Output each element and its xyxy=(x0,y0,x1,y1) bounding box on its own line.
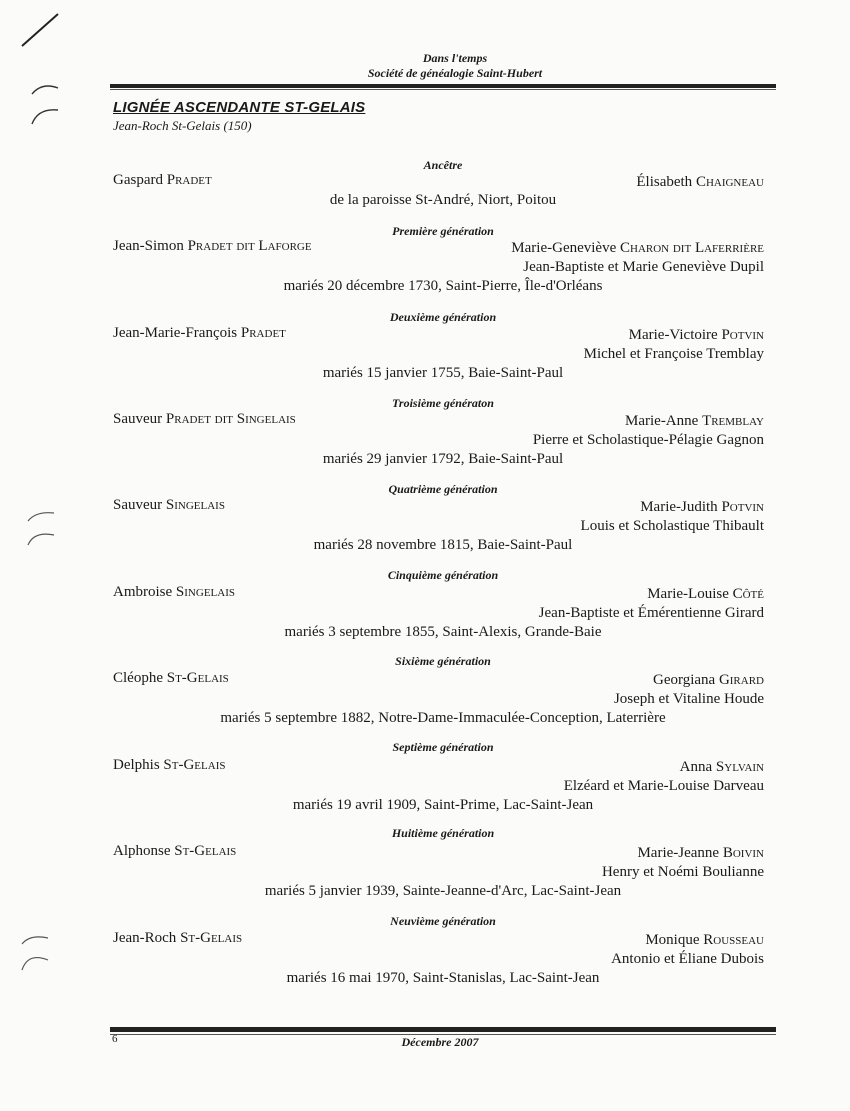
binder-hole-mark xyxy=(28,80,62,130)
wife-parents: Jean-Baptiste et Marie Geneviève Dupil xyxy=(523,259,764,275)
wife-name xyxy=(625,413,764,430)
marriage-record: de la paroisse St-André, Niort, Poitou xyxy=(329,192,557,208)
wife-parents: Antonio et Éliane Dubois xyxy=(611,951,764,967)
wife-parents: Henry et Noémi Boulianne xyxy=(601,864,764,880)
husband-given-name: Jean-Roch xyxy=(113,930,181,946)
husband-name xyxy=(113,757,225,774)
husband-name xyxy=(113,584,235,601)
wife-parents: Louis et Scholastique Thibault xyxy=(580,518,764,534)
wife-name xyxy=(636,174,764,191)
wife-surname: Chaigneau xyxy=(695,174,764,190)
marriage-record: mariés 29 janvier 1792, Baie-Saint-Paul xyxy=(322,451,564,467)
marriage-record: mariés 5 janvier 1939, Sainte-Jeanne-d'Arc, Lac-Saint-Jean xyxy=(264,883,622,899)
generation-label: Ancêtre xyxy=(423,158,463,172)
husband-given-name: Alphonse xyxy=(113,843,175,859)
marriage-record: mariés 15 janvier 1755, Baie-Saint-Paul xyxy=(322,365,564,381)
husband-name xyxy=(113,411,296,428)
husband-given-name: Gaspard xyxy=(113,172,167,188)
pen-stroke-mark xyxy=(18,10,62,50)
wife-name xyxy=(629,327,764,344)
husband-name xyxy=(113,172,212,189)
wife-name xyxy=(645,932,764,949)
wife-surname: Potvin xyxy=(721,499,764,515)
husband-name xyxy=(113,325,286,342)
generation-label: Troisième génératon xyxy=(392,396,494,410)
header-society-name: Société de généalogie Saint-Hubert xyxy=(367,66,543,80)
lineage-title: LIGNÉE ASCENDANTE ST-GELAIS xyxy=(113,99,366,116)
wife-surname: Charon dit Laferrière xyxy=(620,240,764,256)
wife-parents: Elzéard et Marie-Louise Darveau xyxy=(563,778,764,794)
husband-name xyxy=(113,238,312,255)
wife-given-name: Marie-Louise xyxy=(647,586,733,602)
wife-given-name: Marie-Jeanne xyxy=(637,845,723,861)
marriage-record: mariés 16 mai 1970, Saint-Stanislas, Lac-Saint-Jean xyxy=(286,970,600,986)
header-journal-title: Dans l'temps xyxy=(422,51,488,65)
generation-label: Neuvième génération xyxy=(390,914,496,928)
husband-given-name: Sauveur xyxy=(113,411,166,427)
marriage-record: mariés 28 novembre 1815, Baie-Saint-Paul xyxy=(313,537,573,553)
generation-label: Deuxième génération xyxy=(389,310,497,324)
footer-date: Décembre 2007 xyxy=(401,1035,479,1049)
husband-given-name: Sauveur xyxy=(113,497,166,513)
wife-given-name: Élisabeth xyxy=(636,174,696,190)
wife-parents: Michel et Françoise Tremblay xyxy=(583,346,764,362)
husband-surname: Pradet dit Laforge xyxy=(187,238,312,254)
marriage-record: mariés 5 septembre 1882, Notre-Dame-Immaculée-Conception, Laterrière xyxy=(220,710,666,726)
wife-given-name: Marie-Victoire xyxy=(628,327,722,343)
wife-name xyxy=(680,759,764,776)
husband-given-name: Cléophe xyxy=(113,670,167,686)
wife-surname: Tremblay xyxy=(702,413,764,429)
wife-surname: Sylvain xyxy=(715,759,764,775)
generation-label: Septième génération xyxy=(392,740,494,754)
wife-parents: Pierre et Scholastique-Pélagie Gagnon xyxy=(532,432,764,448)
wife-given-name: Anna xyxy=(679,759,716,775)
wife-given-name: Monique xyxy=(645,932,704,948)
wife-name xyxy=(647,586,764,603)
marriage-record: mariés 20 décembre 1730, Saint-Pierre, Île-d'Orléans xyxy=(283,278,603,294)
husband-surname: St-Gelais xyxy=(163,757,226,773)
husband-given-name: Jean-Simon xyxy=(113,238,188,254)
wife-surname: Côté xyxy=(732,586,764,602)
wife-parents: Joseph et Vitaline Houde xyxy=(613,691,764,707)
husband-surname: Singelais xyxy=(165,497,225,513)
header-rule-thin xyxy=(110,89,776,90)
wife-surname: Potvin xyxy=(721,327,764,343)
husband-surname: Singelais xyxy=(175,584,235,600)
wife-surname: Girard xyxy=(718,672,764,688)
husband-name xyxy=(113,930,242,947)
wife-given-name: Georgiana xyxy=(652,672,719,688)
generation-label: Huitième génération xyxy=(391,826,495,840)
husband-surname: St-Gelais xyxy=(180,930,243,946)
wife-name xyxy=(653,672,764,689)
footer-rule xyxy=(110,1027,776,1032)
husband-name xyxy=(113,497,225,514)
generation-label: Cinquième génération xyxy=(387,568,499,582)
marriage-record: mariés 3 septembre 1855, Saint-Alexis, Grande-Baie xyxy=(284,624,602,640)
husband-surname: St-Gelais xyxy=(166,670,229,686)
generation-label: Première génération xyxy=(392,224,494,238)
wife-name xyxy=(640,499,764,516)
header-rule xyxy=(110,84,776,88)
page-number: 6 xyxy=(112,1033,118,1045)
binder-hole-mark xyxy=(18,930,52,974)
wife-given-name: Marie-Geneviève xyxy=(511,240,620,256)
husband-name xyxy=(113,843,236,860)
husband-surname: Pradet dit Singelais xyxy=(165,411,296,427)
generation-label: Quatrième génération xyxy=(388,482,498,496)
wife-name xyxy=(637,845,764,862)
wife-surname: Rousseau xyxy=(703,932,764,948)
husband-given-name: Jean-Marie-François xyxy=(113,325,241,341)
generation-label: Sixième génération xyxy=(395,654,491,668)
wife-name xyxy=(511,240,764,257)
husband-given-name: Ambroise xyxy=(113,584,176,600)
husband-surname: St-Gelais xyxy=(174,843,237,859)
wife-parents: Jean-Baptiste et Émérentienne Girard xyxy=(538,605,764,621)
husband-given-name: Delphis xyxy=(113,757,164,773)
marriage-record: mariés 19 avril 1909, Saint-Prime, Lac-Saint-Jean xyxy=(292,797,594,813)
lineage-subtitle: Jean-Roch St-Gelais (150) xyxy=(113,118,252,133)
husband-surname: Pradet xyxy=(166,172,212,188)
husband-name xyxy=(113,670,229,687)
wife-given-name: Marie-Anne xyxy=(625,413,703,429)
wife-surname: Boivin xyxy=(722,845,764,861)
wife-given-name: Marie-Judith xyxy=(640,499,722,515)
husband-surname: Pradet xyxy=(240,325,286,341)
